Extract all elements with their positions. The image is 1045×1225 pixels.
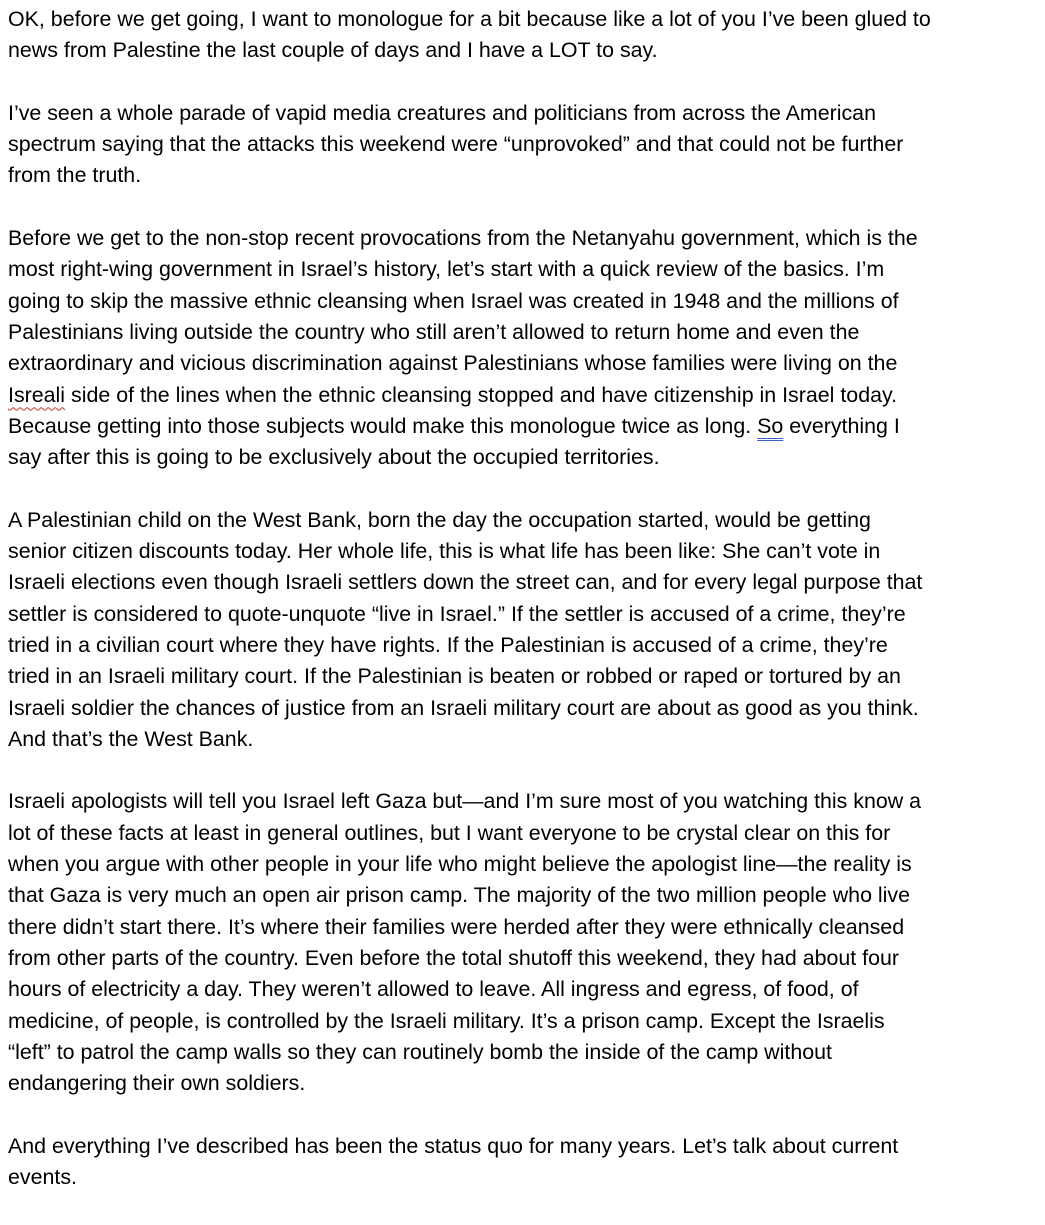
- text-line: settler is considered to quote-unquote “live in Israel.” If the settler is accused of a crime, they’re: [8, 601, 906, 626]
- text-line: “left” to patrol the camp walls so they can routinely bomb the inside of the camp without: [8, 1039, 832, 1064]
- text-line: And everything I’ve described has been the status quo for many years. Let’s talk about current: [8, 1133, 899, 1158]
- paragraph-4: [8, 505, 1036, 755]
- misspelled-word[interactable]: Isreali: [8, 382, 66, 407]
- text-line: Israeli apologists will tell you Israel left Gaza but—and I’m sure most of you watching this know a: [8, 789, 922, 814]
- text-line: most right-wing government in Israel’s history, let’s start with a quick review of the basics. I’m: [8, 257, 885, 282]
- text-line: hours of electricity a day. They weren’t allowed to leave. All ingress and egress, of food, of: [8, 977, 859, 1002]
- text-line: medicine, of people, is controlled by the Israeli military. It’s a prison camp. Except the Israelis: [8, 1008, 885, 1033]
- text-line: tried in an Israeli military court. If the Palestinian is beaten or robbed or raped or tortured by an: [8, 664, 901, 689]
- text-line: OK, before we get going, I want to monologue for a bit because like a lot of you I’ve been glued to: [8, 7, 931, 31]
- text-line: [8, 411, 1036, 442]
- text-line: Israeli elections even though Israeli settlers down the street can, and for every legal purpose that: [8, 570, 923, 595]
- text-line: Before we get to the non-stop recent provocations from the Netanyahu government, which is the: [8, 226, 918, 251]
- text-line: news from Palestine the last couple of days and I have a LOT to say.: [8, 38, 658, 63]
- text-line: spectrum saying that the attacks this weekend were “unprovoked” and that could not be further: [8, 132, 904, 157]
- text-line: from other parts of the country. Even before the total shutoff this weekend, they had about four: [8, 945, 900, 970]
- grammar-flagged-word[interactable]: So: [757, 413, 784, 438]
- text-segment: side of the lines when the ethnic cleansing stopped and have citizenship in Israel today.: [65, 382, 898, 407]
- text-line: say after this is going to be exclusively about the occupied territories.: [8, 445, 660, 470]
- text-line: tried in a civilian court where they have rights. If the Palestinian is accused of a crime, they’re: [8, 632, 888, 657]
- text-line: events.: [8, 1164, 77, 1189]
- text-line: extraordinary and vicious discrimination against Palestinians whose families were living on the: [8, 351, 898, 376]
- paragraph-1: [8, 4, 1036, 67]
- text-line: senior citizen discounts today. Her whole life, this is what life has been like: She can’t vote in: [8, 539, 881, 564]
- text-line: going to skip the massive ethnic cleansing when Israel was created in 1948 and the millions of: [8, 288, 899, 313]
- text-line: there didn’t start there. It’s where their families were herded after they were ethnically cleansed: [8, 914, 905, 939]
- document-body[interactable]: [8, 4, 1036, 1225]
- text-segment: everything I: [783, 413, 900, 438]
- text-line: from the truth.: [8, 163, 142, 188]
- text-line: [8, 380, 1036, 411]
- text-line: Israeli soldier the chances of justice from an Israeli military court are about as good as you think.: [8, 695, 919, 720]
- text-line: that Gaza is very much an open air prison camp. The majority of the two million people who live: [8, 883, 911, 908]
- text-line: endangering their own soldiers.: [8, 1071, 306, 1096]
- text-line: And that’s the West Bank.: [8, 726, 254, 751]
- text-line: A Palestinian child on the West Bank, born the day the occupation started, would be getting: [8, 507, 871, 532]
- paragraph-5: [8, 786, 1036, 1099]
- paragraph-2: [8, 98, 1036, 192]
- text-segment: Because getting into those subjects would make this monologue twice as long.: [8, 413, 758, 438]
- text-line: Palestinians living outside the country who still aren’t allowed to return home and even the: [8, 319, 860, 344]
- text-line: when you argue with other people in your life who might believe the apologist line—the reality is: [8, 852, 912, 877]
- text-line: lot of these facts at least in general outlines, but I want everyone to be crystal clear on this for: [8, 820, 891, 845]
- paragraph-3: [8, 223, 1036, 473]
- text-line: I’ve seen a whole parade of vapid media creatures and politicians from across the American: [8, 100, 876, 125]
- paragraph-6: [8, 1131, 1036, 1194]
